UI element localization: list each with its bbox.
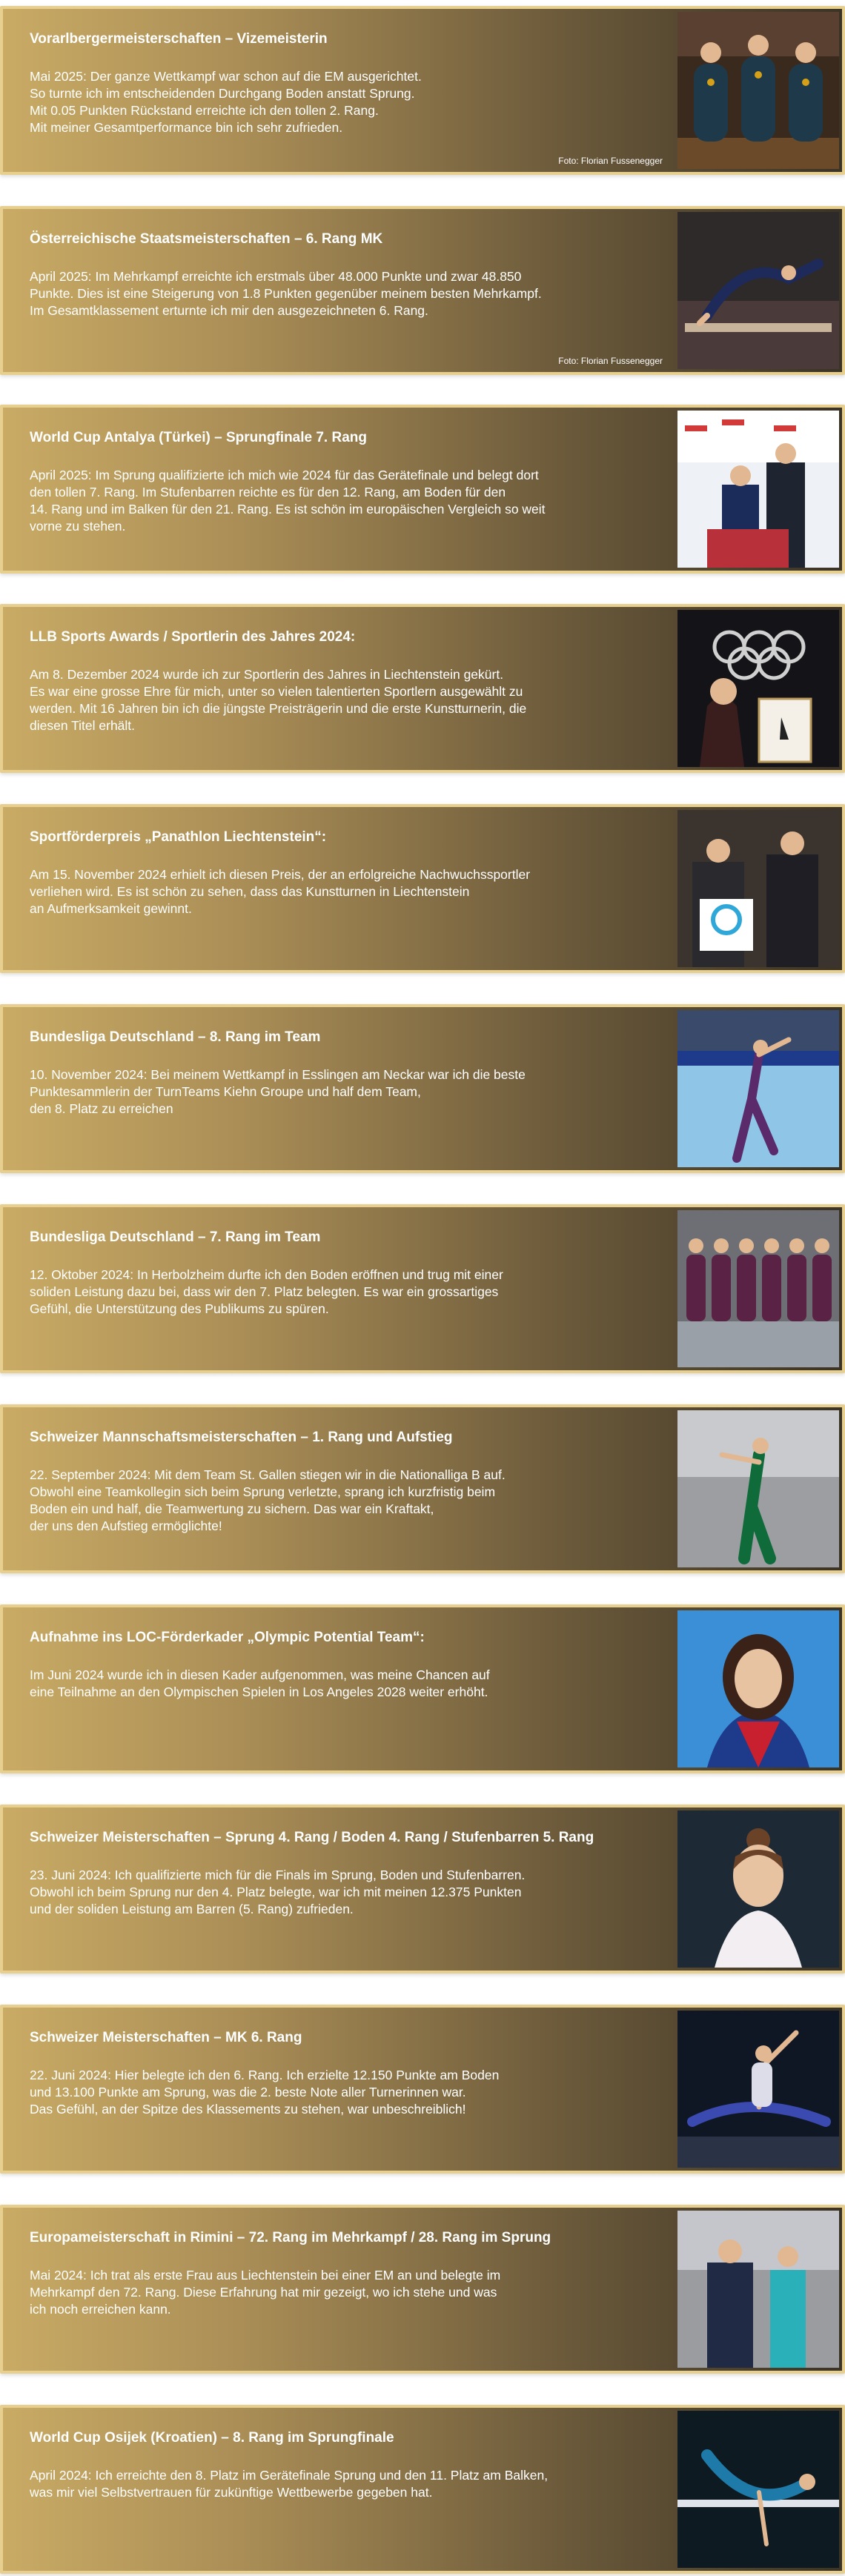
bun-portrait-photo[interactable] (677, 1810, 839, 1968)
news-card (0, 1404, 845, 1573)
photo-credit: Foto: Florian Fussenegger (558, 356, 663, 366)
card-title: Schweizer Meisterschaften – MK 6. Rang (30, 2030, 302, 2045)
card-body: 10. November 2024: Bei meinem Wettkampf in Esslingen am Neckar war ich die beste Punktesammlerin der TurnTeams Kiehn Groupe und half dem Team, den 8. Platz zu erreichen (30, 1067, 526, 1116)
card-text (30, 1228, 667, 1318)
news-card (0, 206, 845, 375)
card-body: 23. Juni 2024: Ich qualifizierte mich für die Finals im Sprung, Boden und Stufenbarren. Obwohl ich beim Sprung nur den 4. Platz belegte, war ich mit meinen 12.375 Punkten und der soliden Leistung am Barren (5. Rang) zufrieden. (30, 1868, 526, 1916)
floor-photo[interactable] (677, 1010, 839, 1167)
card-title: Aufnahme ins LOC-Förderkader „Olympic Potential Team“: (30, 1630, 425, 1645)
card-title: Sportförderpreis „Panathlon Liechtenstein“: (30, 829, 327, 845)
podium-photo[interactable] (677, 12, 839, 169)
card-title: Schweizer Mannschaftsmeisterschaften – 1. Rang und Aufstieg (30, 1430, 453, 1445)
card-body: Im Juni 2024 wurde ich in diesen Kader aufgenommen, was meine Chancen auf eine Teilnahme an den Olympischen Spielen in Los Angeles 2028 weiter erhöht. (30, 1667, 490, 1699)
card-text (30, 230, 667, 319)
card-text (30, 1828, 667, 1918)
card-text (30, 2429, 667, 2501)
card-text (30, 1028, 667, 1118)
card-text (30, 628, 667, 734)
news-card (0, 405, 845, 574)
card-body: 22. Juni 2024: Hier belegte ich den 6. Rang. Ich erzielte 12.150 Punkte am Boden und 13.100 Punkte am Sprung, was die 2. beste Note aller Turnerinnen war. Das Gefühl, an der Spitze des Klassements zu stehen, war unbeschreiblich! (30, 2068, 500, 2117)
card-text (30, 428, 667, 535)
panathlon-photo[interactable] (677, 810, 839, 967)
card-text (30, 828, 667, 917)
news-card (0, 604, 845, 773)
news-card (0, 2405, 845, 2574)
card-body: Mai 2025: Der ganze Wettkampf war schon auf die EM ausgerichtet. So turnte ich im entscheidenden Durchgang Boden anstatt Sprung. Mit 0.05 Punkten Rückstand erreichte ich den tollen 2. Rang. Mit meiner Gesamtperformance bin ich sehr zufrieden. (30, 69, 422, 135)
news-card (0, 2205, 845, 2374)
card-body: Mai 2024: Ich trat als erste Frau aus Liechtenstein bei einer EM an und belegte im Mehrkampf den 72. Rang. Diese Erfahrung hat mir gezeigt, wo ich stehe und was ich noch erreichen kann. (30, 2268, 501, 2317)
card-body: April 2024: Ich erreichte den 8. Platz im Gerätefinale Sprung und den 11. Platz am Balken, was mir viel Selbstvertrauen für zukünftige Wettbewerbe gegeben hat. (30, 2468, 549, 2500)
card-title: Bundesliga Deutschland – 7. Rang im Team (30, 1229, 321, 1245)
news-card (0, 1805, 845, 1974)
team-line-photo[interactable] (677, 1210, 839, 1367)
card-title: Europameisterschaft in Rimini – 72. Rang im Mehrkampf / 28. Rang im Sprung (30, 2230, 551, 2245)
card-body: April 2025: Im Sprung qualifizierte ich mich wie 2024 für das Gerätefinale und belegt dort den tollen 7. Rang. Im Stufenbarren reichte es für den 12. Rang, am Boden für den 14. Rang und im Balken für den 21. Rang. Es ist schön im europäischen Vergleich so weit vorne zu stehen. (30, 468, 546, 534)
card-body: Am 8. Dezember 2024 wurde ich zur Sportlerin des Jahres in Liechtenstein gekürt. Es war eine grosse Ehre für mich, unter so vielen talentierten Sportlern ausgewählt zu werden. Mit 16 Jahren bin ich die jüngste Preisträgerin und die erste Kunstturnerin, die diesen Titel erhält. (30, 667, 527, 733)
news-card (0, 1604, 845, 1773)
card-title: World Cup Osijek (Kroatien) – 8. Rang im Sprungfinale (30, 2430, 394, 2446)
award-photo[interactable] (677, 610, 839, 767)
news-card (0, 2005, 845, 2174)
news-card (0, 1004, 845, 1173)
card-title: Vorarlbergermeisterschaften – Vizemeisterin (30, 31, 328, 47)
card-text (30, 1428, 667, 1535)
card-body: 22. September 2024: Mit dem Team St. Gallen stiegen wir in die Nationalliga B auf. Obwohl eine Teamkollegin sich beim Sprung verletzte, sprang ich kurzfristig beim Boden ein und half, die Teamwertung zu sichern. Das war ein Kraftakt, der uns den Aufstieg ermöglichte! (30, 1467, 506, 1533)
card-body: 12. Oktober 2024: In Herbolzheim durfte ich den Boden eröffnen und trug mit einer soliden Leistung dazu bei, dass wir den 7. Platz belegten. Es war ein grossartiges Gefühl, die Unterstützung des Publikums zu spüren. (30, 1267, 503, 1316)
leap-photo[interactable] (677, 2011, 839, 2168)
card-text (30, 1628, 667, 1701)
portrait-photo[interactable] (677, 1610, 839, 1767)
card-text (30, 2228, 667, 2318)
card-text (30, 30, 667, 136)
team-photo[interactable] (677, 411, 839, 568)
card-title: LLB Sports Awards / Sportlerin des Jahres 2024: (30, 629, 356, 645)
news-card (0, 6, 845, 175)
card-body: Am 15. November 2024 erhielt ich diesen Preis, der an erfolgreiche Nachwuchssportler verliehen wird. Es ist schön zu sehen, dass das Kunstturnen in Liechtenstein an Aufmerksamkeit gewinnt. (30, 867, 531, 916)
bars-photo[interactable] (677, 2411, 839, 2568)
card-text (30, 2028, 667, 2118)
photo-credit: Foto: Florian Fussenegger (558, 156, 663, 166)
news-card (0, 804, 845, 973)
balance-beam-photo[interactable] (677, 212, 839, 369)
green-leotard-photo[interactable] (677, 1410, 839, 1567)
card-title: Schweizer Meisterschaften – Sprung 4. Rang / Boden 4. Rang / Stufenbarren 5. Rang (30, 1830, 594, 1845)
card-title: Bundesliga Deutschland – 8. Rang im Team (30, 1029, 321, 1045)
coach-photo[interactable] (677, 2211, 839, 2368)
news-card (0, 1204, 845, 1373)
card-body: April 2025: Im Mehrkampf erreichte ich erstmals über 48.000 Punkte und zwar 48.850 Punkte. Dies ist eine Steigerung von 1.8 Punkten gegenüber meinem besten Mehrkampf. Im Gesamtklassement erturnte ich mir den ausgezeichneten 6. Rang. (30, 269, 542, 318)
card-title: World Cup Antalya (Türkei) – Sprungfinale 7. Rang (30, 430, 367, 445)
card-title: Österreichische Staatsmeisterschaften – 6. Rang MK (30, 231, 383, 247)
